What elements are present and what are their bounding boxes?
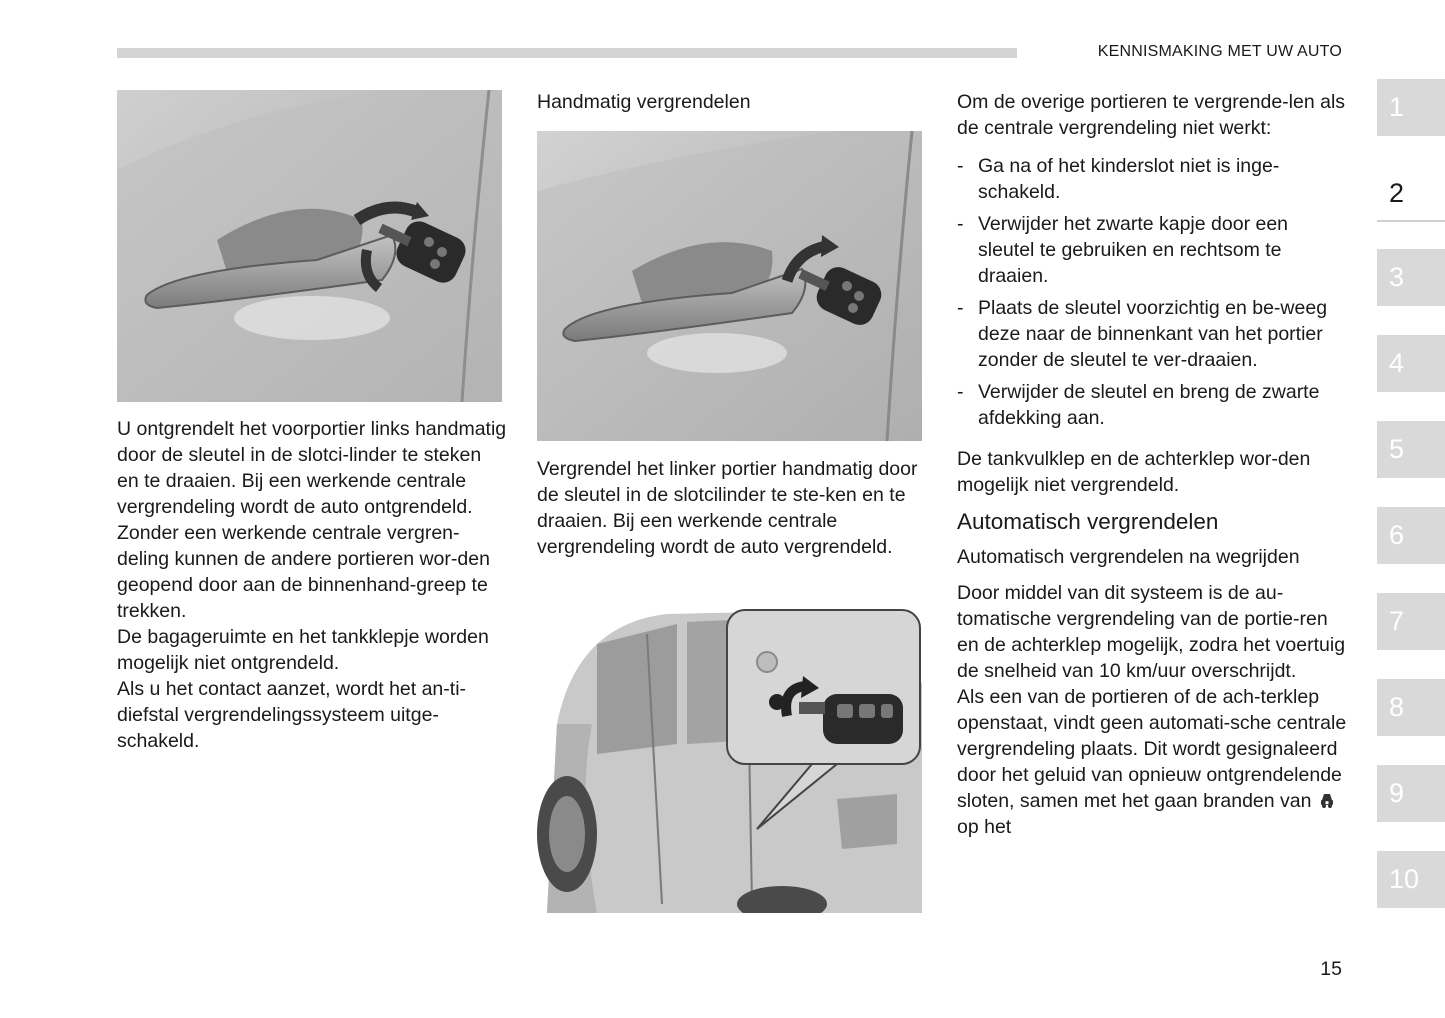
open-door-text: Als een van de portieren of de ach-terklep openstaat, vindt geen automati-sche centrale vergrendeling plaats. Dit wordt gesignaleerd door het geluid van opnieuw ontgrendelende sloten, samen met het gaan branden van bbox=[957, 686, 1347, 812]
van-door-lock-detail-illustration bbox=[537, 604, 922, 913]
chapter-tab-7[interactable]: 7 bbox=[1377, 593, 1445, 650]
list-item: - Ga na of het kinderslot niet is inge-schakeld. bbox=[957, 153, 1347, 205]
no-central-locking-paragraph: Zonder een werkende centrale vergren-deling kunnen de andere portieren wor-den geopend door aan de binnenhand-greep te trekken. bbox=[117, 522, 490, 622]
header-rule bbox=[117, 48, 1017, 58]
tank-flap-note: De tankvulklep en de achterklep wor-den mogelijk niet vergrendeld. bbox=[957, 448, 1311, 496]
anti-theft-paragraph: Als u het contact aanzet, wordt het an-ti-diefstal vergrendelingssysteem uitge-schakeld. bbox=[117, 678, 467, 752]
door-handle-lock-illustration bbox=[537, 131, 922, 441]
chapter-tab-4[interactable]: 4 bbox=[1377, 335, 1445, 392]
chapter-tab-1[interactable]: 1 bbox=[1377, 79, 1445, 136]
page-number: 15 bbox=[1320, 958, 1342, 980]
chapter-tab-9[interactable]: 9 bbox=[1377, 765, 1445, 822]
chapter-tab-6[interactable]: 6 bbox=[1377, 507, 1445, 564]
open-door-paragraph bbox=[957, 684, 1347, 840]
lock-steps-list bbox=[957, 153, 1347, 431]
list-item: - Verwijder de sleutel en breng de zwarte afdekking aan. bbox=[957, 379, 1347, 431]
chapter-tab-2[interactable]: 2 bbox=[1377, 165, 1445, 222]
unlock-paragraph: U ontgrendelt het voorportier links handmatig door de sleutel in de slotci-linder te steken en te draaien. Bij een werkende centrale vergrendeling wordt de auto ontgrendeld. bbox=[117, 418, 507, 518]
auto-lock-subheading: Automatisch vergrendelen na wegrijden bbox=[957, 546, 1300, 568]
door-handle-unlock-illustration bbox=[117, 90, 502, 402]
chapter-tab-3[interactable]: 3 bbox=[1377, 249, 1445, 306]
chapter-tab-8[interactable]: 8 bbox=[1377, 679, 1445, 736]
central-locking-warning-icon bbox=[1319, 791, 1335, 809]
other-doors-intro: Om de overige portieren te vergrende-len als de centrale vergrendeling niet werkt: bbox=[957, 91, 1346, 139]
chapter-tab-10[interactable]: 10 bbox=[1377, 851, 1445, 908]
auto-lock-heading: Automatisch vergrendelen bbox=[957, 509, 1219, 534]
manual-lock-paragraph: Vergrendel het linker portier handmatig door de sleutel in de slotcilinder te ste-ken en te draaien. Bij een werkende centrale vergrendeling wordt de auto vergrendeld. bbox=[537, 458, 918, 558]
chapter-tab-5[interactable]: 5 bbox=[1377, 421, 1445, 478]
open-door-text-end: op het bbox=[957, 816, 1012, 838]
section-title: KENNISMAKING MET UW AUTO bbox=[1097, 43, 1342, 60]
manual-lock-heading: Handmatig vergrendelen bbox=[537, 91, 751, 113]
list-item: - Plaats de sleutel voorzichtig en be-weeg deze naar de binnenkant van het portier zonder de sleutel te ver-draaien. bbox=[957, 295, 1347, 373]
luggage-paragraph: De bagageruimte en het tankklepje worden mogelijk niet ontgrendeld. bbox=[117, 626, 489, 674]
list-item: - Verwijder het zwarte kapje door een sleutel te gebruiken en rechtsom te draaien. bbox=[957, 211, 1347, 289]
auto-lock-paragraph: Door middel van dit systeem is de au-tomatische vergrendeling van de portie-ren en de achterklep mogelijk, zodra het voertuig de snelheid van 10 km/uur overschrijdt. bbox=[957, 582, 1346, 682]
